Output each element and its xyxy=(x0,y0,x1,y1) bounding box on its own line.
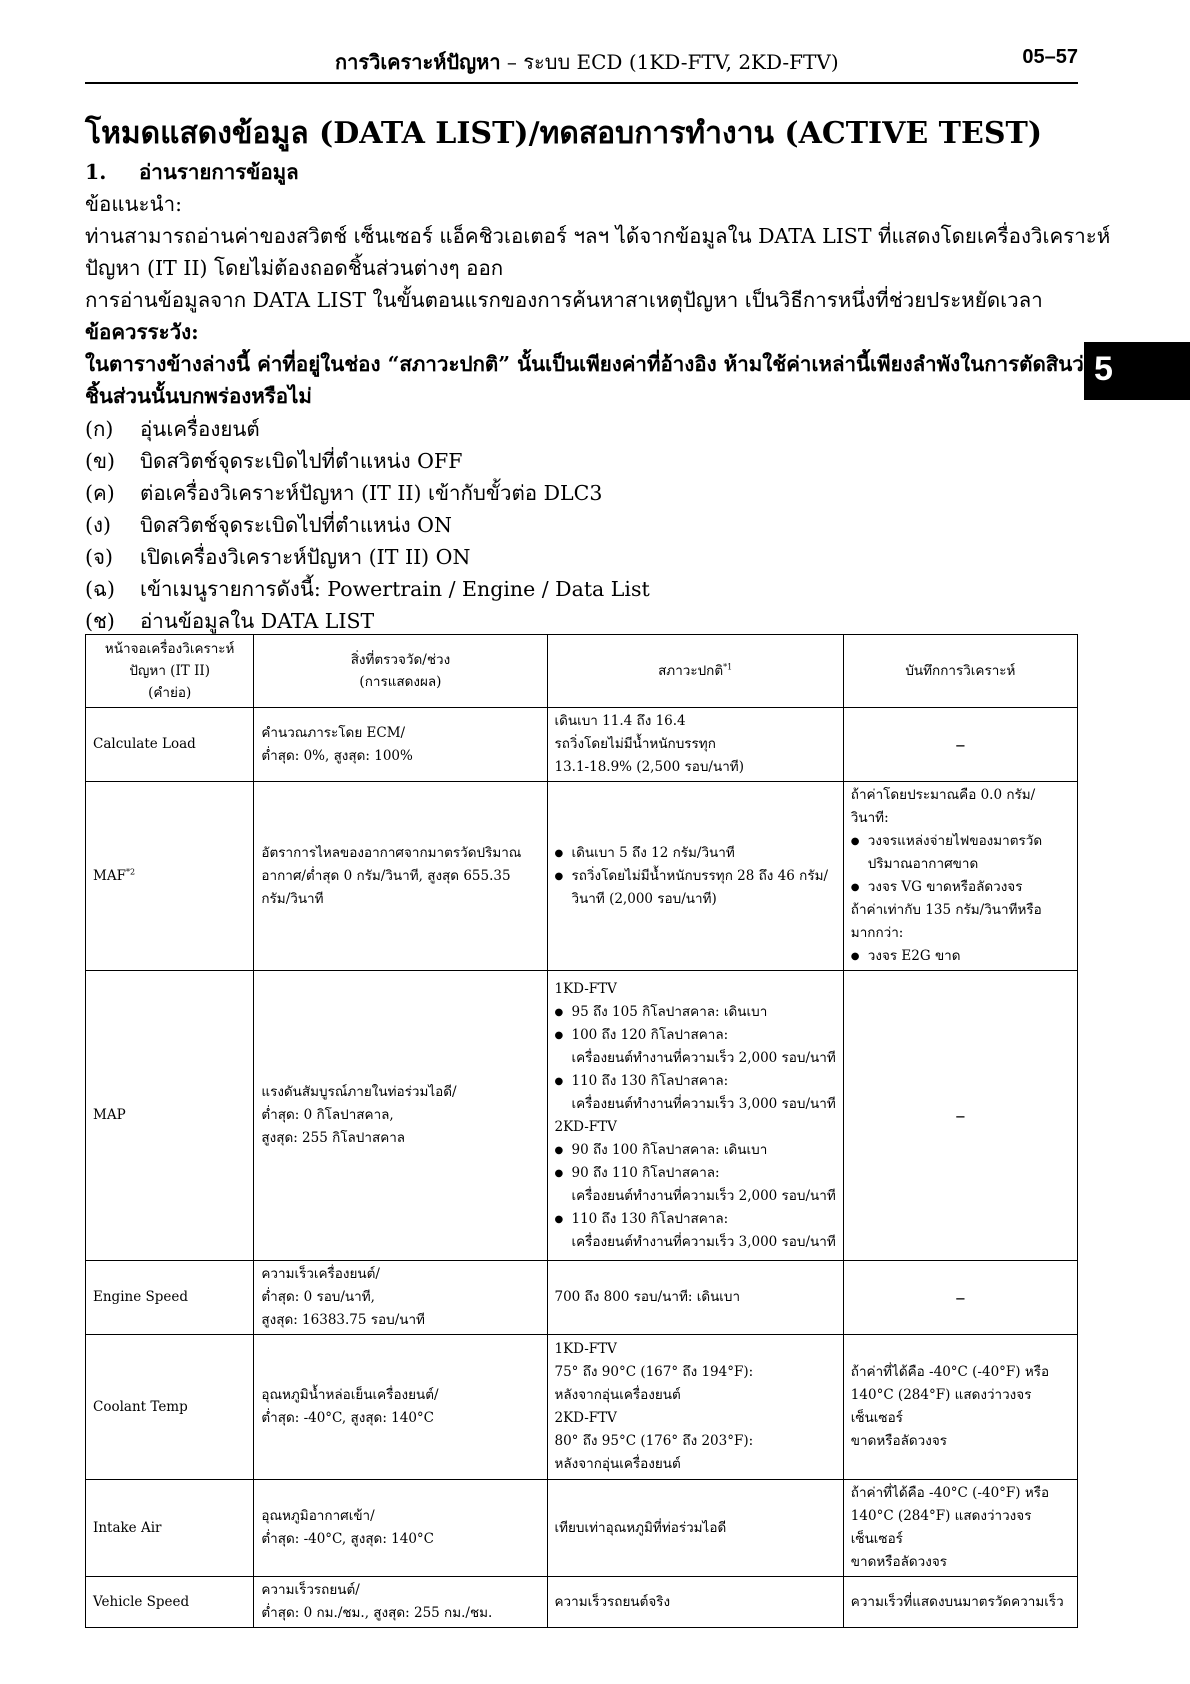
step-item: (ช) อ่านข้อมูลใน DATA LIST xyxy=(85,609,375,633)
hint-line: ปัญหา (IT II) โดยไม่ต้องถอดชิ้นส่วนต่างๆ ออก xyxy=(85,256,504,280)
row-item: ความเร็วเครื่องยนต์/ ต่ำสุด: 0 รอบ/นาที, สูงสุด: 16383.75 รอบ/นาที xyxy=(254,1261,547,1335)
hint-line: การอ่านข้อมูลจาก DATA LIST ในขั้นตอนแรกของการค้นหาสาเหตุปัญหา เป็นวิธีการหนึ่งที่ช่วยประหยัดเวลา xyxy=(85,288,1043,312)
hint-label: ข้อแนะนำ: xyxy=(85,192,182,216)
row-name: Calculate Load xyxy=(86,708,254,782)
row-item: แรงดันสัมบูรณ์ภายในท่อร่วมไอดี/ ต่ำสุด: 0 กิโลปาสคาล, สูงสุด: 255 กิโลปาสคาล xyxy=(254,971,547,1261)
row-normal: เทียบเท่าอุณหภูมิที่ท่อร่วมไอดี xyxy=(547,1480,843,1577)
header-title: การวิเคราะห์ปัญหา – ระบบ ECD (1KD-FTV, 2KD-FTV) xyxy=(335,50,839,74)
row-diagnostic: ความเร็วที่แสดงบนมาตรวัดความเร็ว xyxy=(843,1577,1077,1628)
table-row xyxy=(86,782,1078,971)
row-diagnostic: ถ้าค่าที่ได้คือ -40°C (-40°F) หรือ 140°C (284°F) แสดงว่าวงจรเซ็นเซอร์ ขาดหรือลัดวงจร xyxy=(843,1480,1077,1577)
header-cell-normal: สภาวะปกติ$^{*1}$ xyxy=(547,635,843,708)
section-tab: 5 xyxy=(1084,342,1190,400)
row-diagnostic: – xyxy=(843,708,1077,782)
row-name: Coolant Temp xyxy=(86,1335,254,1480)
table-row xyxy=(86,971,1078,1261)
step-item: (ฉ) เข้าเมนูรายการดังนี้: Powertrain / Engine / Data List xyxy=(85,577,650,601)
table-row xyxy=(86,708,1078,782)
row-normal: เดินเบา 11.4 ถึง 16.4 รถวิ่งโดยไม่มีน้ำหนักบรรทุก 13.1-18.9% (2,500 รอบ/นาที) xyxy=(547,708,843,782)
step-item: (จ) เปิดเครื่องวิเคราะห์ปัญหา (IT II) ON xyxy=(85,545,471,569)
header-cell-screen: หน้าจอเครื่องวิเคราะห์ ปัญหา (IT II) (คำย่อ) xyxy=(86,635,254,708)
row-diagnostic: ถ้าค่าที่ได้คือ -40°C (-40°F) หรือ 140°C (284°F) แสดงว่าวงจรเซ็นเซอร์ ขาดหรือลัดวงจร xyxy=(843,1335,1077,1480)
header-cell-item: สิ่งที่ตรวจวัด/ช่วง (การแสดงผล) xyxy=(254,635,547,708)
row-diagnostic: ถ้าค่าโดยประมาณคือ 0.0 กรัม/วินาที: ● วงจรแหล่งจ่ายไฟของมาตรวัดปริมาณอากาศขาด ● วงจร VG ขาดหรือลัดวงจร ถ้าค่าเท่ากับ 135 กรัม/วินาทีหรือมากกว่า: ● วงจร E2G ขาด xyxy=(843,782,1077,971)
row-normal: ความเร็วรถยนต์จริง xyxy=(547,1577,843,1628)
page-header xyxy=(85,42,1078,84)
row-name: MAF$^{*2}$ xyxy=(86,782,254,971)
step-item: (ข) บิดสวิตช์จุดระเบิดไปที่ตำแหน่ง OFF xyxy=(85,449,463,473)
step-item: (ค) ต่อเครื่องวิเคราะห์ปัญหา (IT II) เข้ากับขั้วต่อ DLC3 xyxy=(85,481,603,505)
row-item: อุณหภูมิน้ำหล่อเย็นเครื่องยนต์/ ต่ำสุด: -40°C, สูงสุด: 140°C xyxy=(254,1335,547,1480)
table-row xyxy=(86,1480,1078,1577)
caution-line: ในตารางข้างล่างนี้ ค่าที่อยู่ในช่อง “สภาวะปกติ” นั้นเป็นเพียงค่าที่อ้างอิง ห้ามใช้ค่าเหล่านี้เพียงลำพังในการตัดสินว่า xyxy=(85,352,1096,376)
row-normal: ● เดินเบา 5 ถึง 12 กรัม/วินาที ● รถวิ่งโดยไม่มีน้ำหนักบรรทุก 28 ถึง 46 กรัม/วินาที (2,000 รอบ/นาที) xyxy=(547,782,843,971)
row-diagnostic: – xyxy=(843,1261,1077,1335)
row-normal: 1KD-FTV 75° ถึง 90°C (167° ถึง 194°F): หลังจากอุ่นเครื่องยนต์ 2KD-FTV 80° ถึง 95°C (176° ถึง 203°F): หลังจากอุ่นเครื่องยนต์ xyxy=(547,1335,843,1480)
row-item: คำนวณภาระโดย ECM/ ต่ำสุด: 0%, สูงสุด: 100% xyxy=(254,708,547,782)
table-row xyxy=(86,1335,1078,1480)
row-item: อุณหภูมิอากาศเข้า/ ต่ำสุด: -40°C, สูงสุด: 140°C xyxy=(254,1480,547,1577)
row-item: อัตราการไหลของอากาศจากมาตรวัดปริมาณ อากาศ/ต่ำสุด 0 กรัม/วินาที, สูงสุด 655.35 กรัม/วินาที xyxy=(254,782,547,971)
table-row xyxy=(86,1261,1078,1335)
caution-label: ข้อควรระวัง: xyxy=(85,320,199,344)
caution-line: ชิ้นส่วนนั้นบกพร่องหรือไม่ xyxy=(85,384,312,408)
row-name: Vehicle Speed xyxy=(86,1577,254,1628)
table-row xyxy=(86,1577,1078,1628)
row-item: ความเร็วรถยนต์/ ต่ำสุด: 0 กม./ชม., สูงสุด: 255 กม./ชม. xyxy=(254,1577,547,1628)
row-name: Engine Speed xyxy=(86,1261,254,1335)
row-normal: 700 ถึง 800 รอบ/นาที: เดินเบา xyxy=(547,1261,843,1335)
row-normal: 1KD-FTV ● 95 ถึง 105 กิโลปาสคาล: เดินเบา ● 100 ถึง 120 กิโลปาสคาล: เครื่องยนต์ทำงานที่ความเร็ว 2,000 รอบ/นาที ● 110 ถึง 130 กิโลปาสคาล: เครื่องยนต์ทำงานที่ความเร็ว 3,000 รอบ/นาที 2KD-FTV ● 90 ถึง 100 กิโลปาสคาล: เดินเบา ● 90 ถึง 110 กิโลปาสคาล: เครื่องยนต์ทำงานที่ความเร็ว 2,000 รอบ/นาที ● 110 ถึง 130 กิโลปาสคาล: เครื่องยนต์ทำงานที่ความเร็ว 3,000 รอบ/นาที xyxy=(547,971,843,1261)
section-heading: 1. อ่านรายการข้อมูล xyxy=(85,160,299,184)
step-item: (ก) อุ่นเครื่องยนต์ xyxy=(85,417,260,441)
table-header-row xyxy=(86,635,1078,708)
page-title: โหมดแสดงข้อมูล (DATA LIST)/ทดสอบการทำงาน (ACTIVE TEST) xyxy=(85,116,1043,151)
header-cell-diagnostic: บันทึกการวิเคราะห์ xyxy=(843,635,1077,708)
row-name: MAP xyxy=(86,971,254,1261)
data-list-table xyxy=(85,634,1078,1628)
row-diagnostic: – xyxy=(843,971,1077,1261)
page-number: 05–57 xyxy=(1022,46,1078,68)
row-name: Intake Air xyxy=(86,1480,254,1577)
step-item: (ง) บิดสวิตช์จุดระเบิดไปที่ตำแหน่ง ON xyxy=(85,513,452,537)
hint-line: ท่านสามารถอ่านค่าของสวิตช์ เซ็นเซอร์ แอ็คชิวเอเตอร์ ฯลฯ ได้จากข้อมูลใน DATA LIST ที่แสดงโดยเครื่องวิเคราะห์ xyxy=(85,224,1111,248)
